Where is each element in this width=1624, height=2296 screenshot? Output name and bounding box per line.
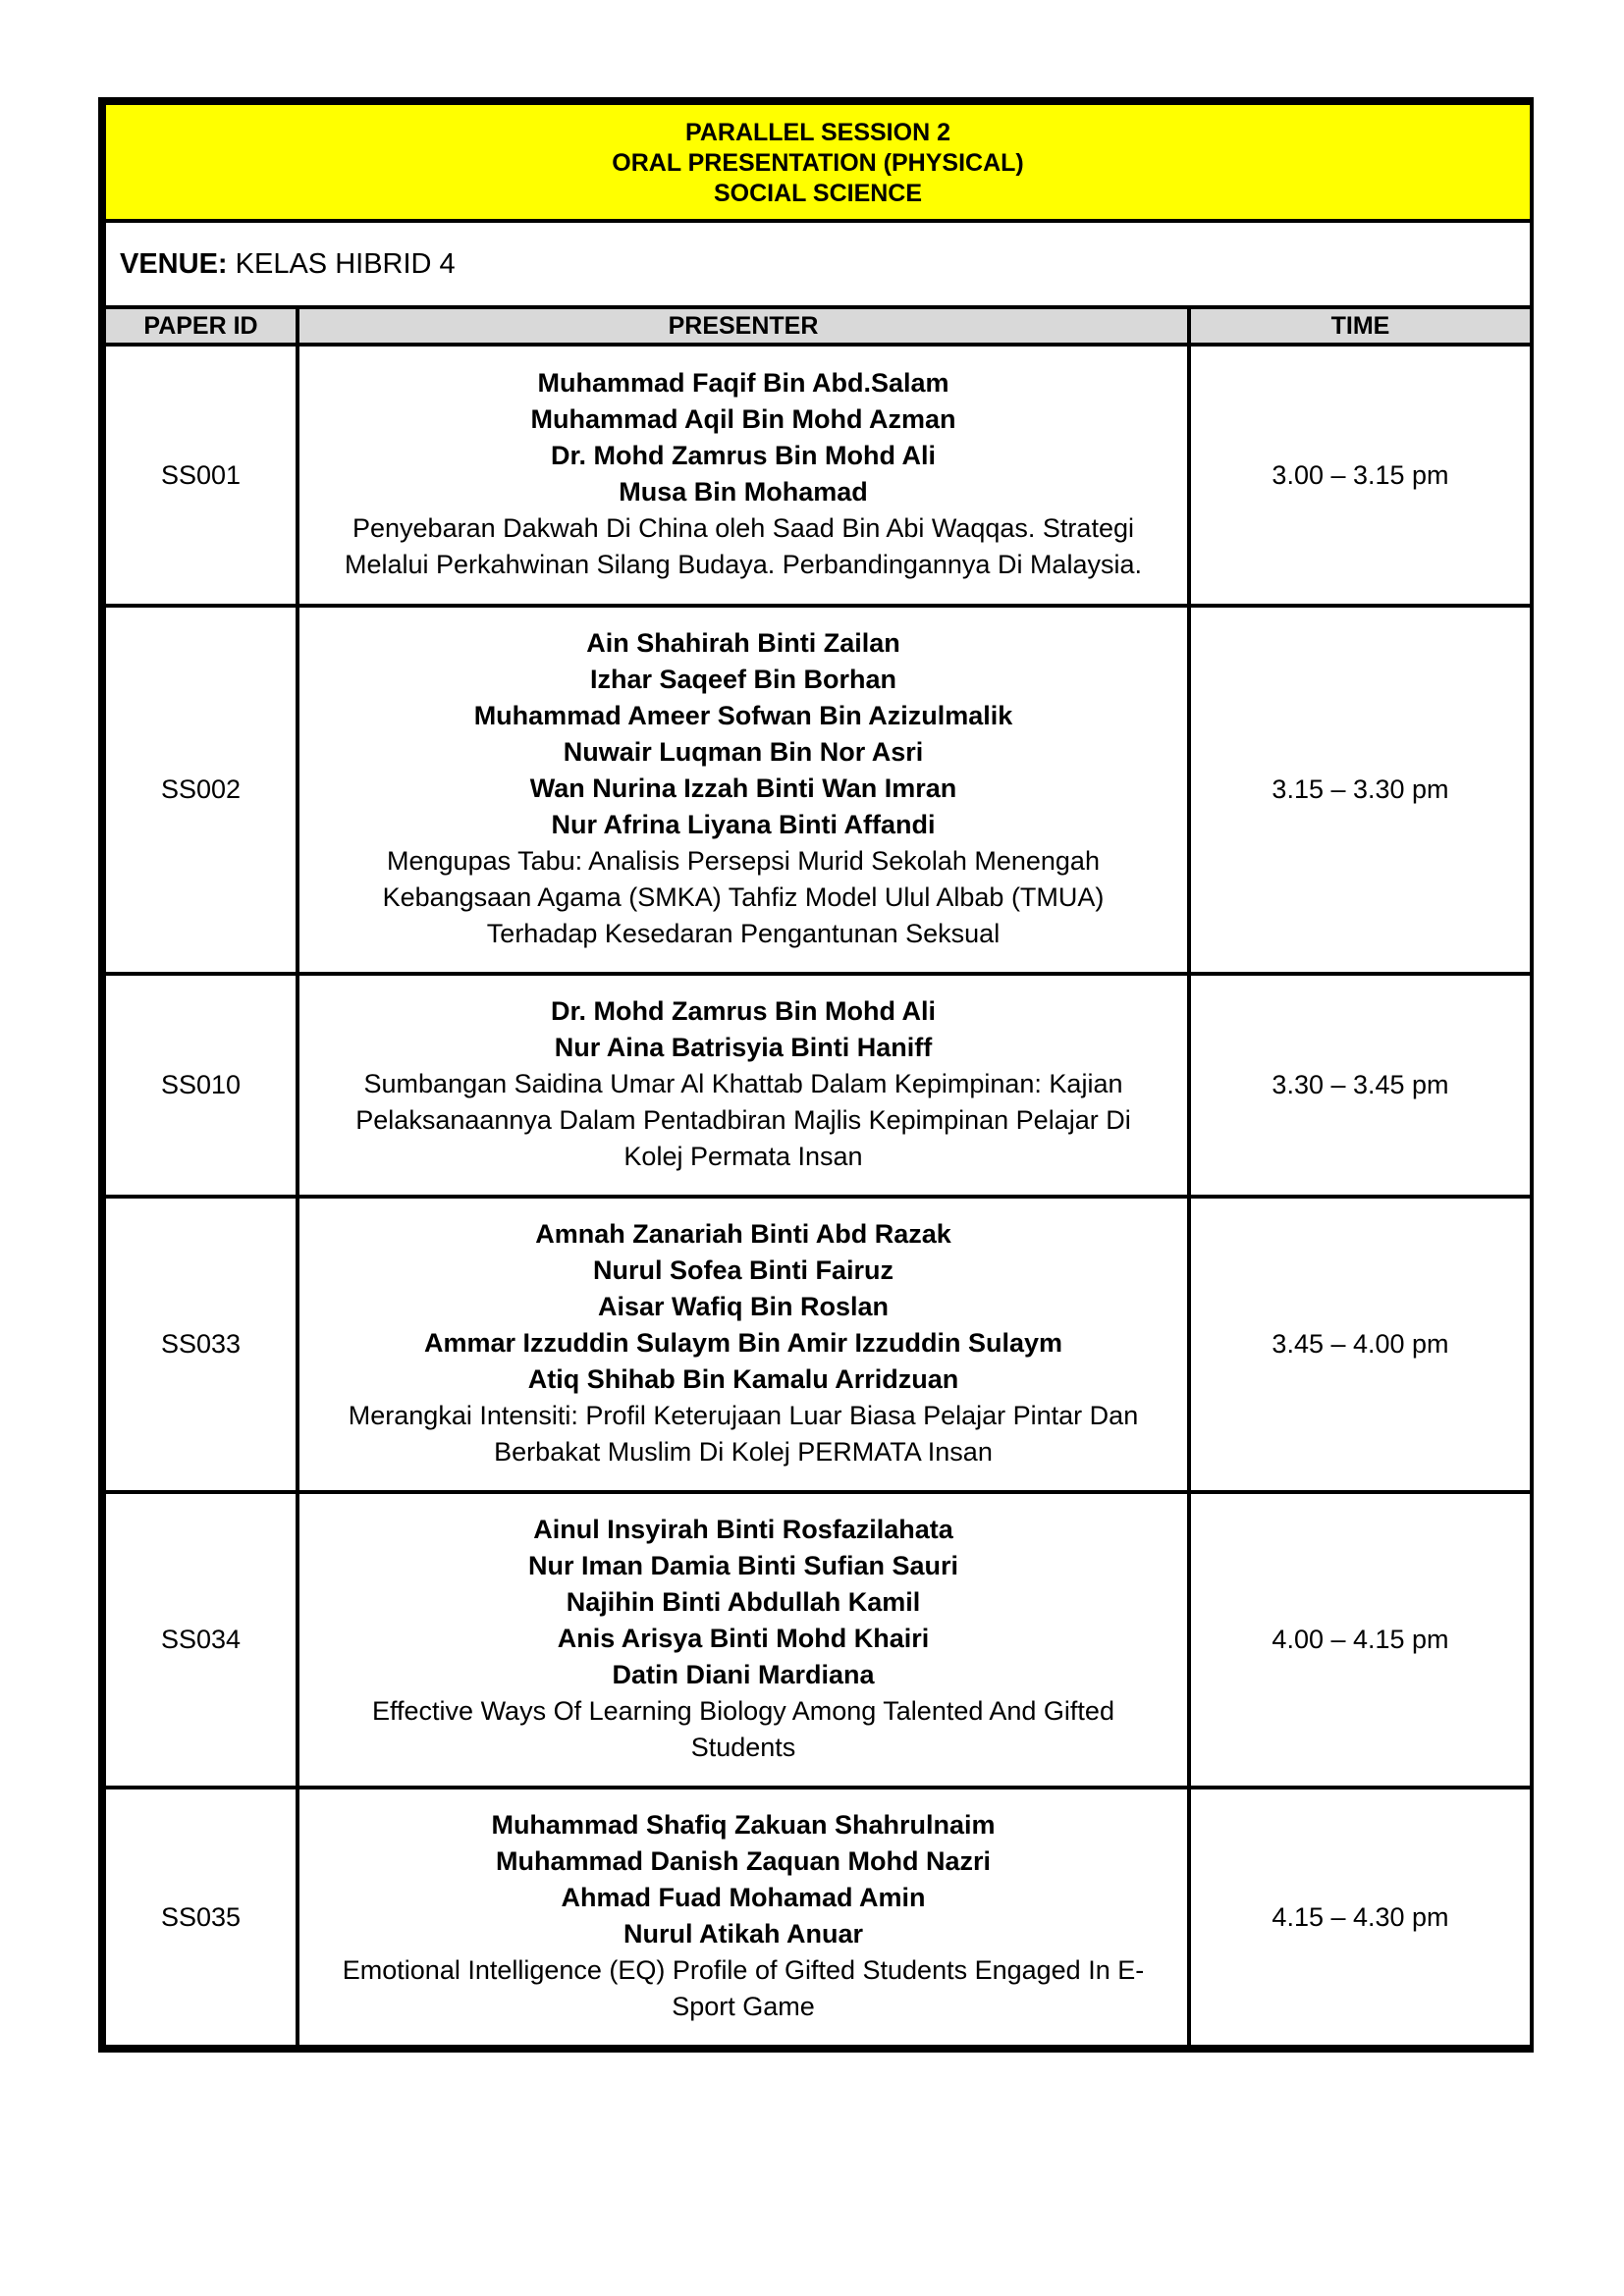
presenter-name: Muhammad Shafiq Zakuan Shahrulnaim [491, 1810, 996, 1840]
schedule-rows [104, 345, 1532, 2047]
paper-title [315, 1398, 1171, 1470]
venue [104, 221, 1532, 307]
presenter-name: Muhammad Faqif Bin Abd.Salam [537, 368, 949, 398]
table-row [104, 974, 1532, 1197]
paper-title-line: Mengupas Tabu: Analisis Persepsi Murid Sekolah Menengah [387, 846, 1100, 876]
paper-title-line: Berbakat Muslim Di Kolej PERMATA Insan [494, 1437, 993, 1467]
venue-row [104, 221, 1532, 307]
presenter-name: Izhar Saqeef Bin Borhan [589, 665, 897, 694]
title-row [104, 103, 1532, 221]
paper-id: SS002 [104, 606, 298, 974]
presentation-type: ORAL PRESENTATION (PHYSICAL) [612, 148, 1024, 177]
presenter-name: Muhammad Ameer Sofwan Bin Azizulmalik [473, 701, 1013, 730]
paper-title-line: Terhadap Kesedaran Pengantunan Seksual [486, 919, 1001, 948]
paper-title [315, 1952, 1171, 2025]
paper-id: SS033 [104, 1197, 298, 1492]
paper-title-line: Merangkai Intensiti: Profil Keterujaan Luar Biasa Pelajar Pintar Dan [348, 1401, 1139, 1430]
presenter-names [315, 365, 1171, 510]
schedule-table [102, 101, 1534, 2049]
presenter-cell [298, 1492, 1189, 1788]
presenter-name: Muhammad Danish Zaquan Mohd Nazri [495, 1846, 992, 1876]
presenter-cell [298, 1788, 1189, 2047]
presenter-names [315, 625, 1171, 843]
table-row [104, 345, 1532, 606]
presenter-name: Dr. Mohd Zamrus Bin Mohd Ali [551, 996, 936, 1026]
presenter-name: Nuwair Luqman Bin Nor Asri [563, 737, 924, 767]
presenter-name: Musa Bin Mohamad [619, 477, 868, 507]
paper-title-line: Effective Ways Of Learning Biology Among Talented And Gifted [372, 1696, 1114, 1726]
paper-title [315, 510, 1171, 583]
paper-title-line: Penyebaran Dakwah Di China oleh Saad Bin Abi Waqqas. Strategi [352, 513, 1134, 543]
presenter-name: Muhammad Aqil Bin Mohd Azman [530, 404, 956, 434]
presenter-name: Najihin Binti Abdullah Kamil [566, 1587, 921, 1617]
presenter-names [315, 1216, 1171, 1398]
paper-title-line: Sport Game [672, 1992, 815, 2021]
schedule-sheet [98, 97, 1534, 2053]
presenter-cell [298, 974, 1189, 1197]
time-slot: 4.15 – 4.30 pm [1189, 1788, 1532, 2047]
paper-title-line: Emotional Intelligence (EQ) Profile of Gifted Students Engaged In E- [342, 1955, 1145, 1985]
paper-title [315, 1693, 1171, 1766]
presenter-name: Dr. Mohd Zamrus Bin Mohd Ali [551, 441, 936, 470]
presenter-cell [298, 606, 1189, 974]
presenter-names [315, 993, 1171, 1066]
paper-title [315, 843, 1171, 952]
paper-title-line: Students [690, 1733, 796, 1762]
column-header-time: TIME [1189, 307, 1532, 345]
presenter-name: Aisar Wafiq Bin Roslan [597, 1292, 890, 1321]
time-slot: 3.00 – 3.15 pm [1189, 345, 1532, 606]
paper-title-line: Pelaksanaannya Dalam Pentadbiran Majlis Kepimpinan Pelajar Di [355, 1105, 1131, 1135]
session-title: PARALLEL SESSION 2 [685, 118, 950, 146]
paper-title-line: Kolej Permata Insan [623, 1142, 863, 1171]
presenter-names [315, 1512, 1171, 1693]
presenter-name: Amnah Zanariah Binti Abd Razak [535, 1219, 951, 1249]
presenter-name: Nur Aina Batrisyia Binti Haniff [554, 1033, 933, 1062]
venue-label: VENUE: [120, 247, 228, 280]
paper-id: SS034 [104, 1492, 298, 1788]
session-header [104, 103, 1532, 221]
table-row [104, 1197, 1532, 1492]
venue-value: KELAS HIBRID 4 [235, 247, 456, 280]
presenter-name: Nurul Sofea Binti Fairuz [592, 1255, 894, 1285]
paper-title-line: Melalui Perkahwinan Silang Budaya. Perbandingannya Di Malaysia. [345, 550, 1142, 579]
presenter-name: Ainul Insyirah Binti Rosfazilahata [533, 1515, 953, 1544]
time-slot: 3.15 – 3.30 pm [1189, 606, 1532, 974]
table-row [104, 1788, 1532, 2047]
paper-id: SS001 [104, 345, 298, 606]
presenter-name: Ain Shahirah Binti Zailan [586, 628, 900, 658]
presenter-cell [298, 345, 1189, 606]
presenter-names [315, 1807, 1171, 1952]
column-header-paper-id: PAPER ID [104, 307, 298, 345]
paper-id: SS035 [104, 1788, 298, 2047]
presenter-name: Nur Iman Damia Binti Sufian Sauri [527, 1551, 959, 1580]
paper-id: SS010 [104, 974, 298, 1197]
presenter-name: Wan Nurina Izzah Binti Wan Imran [529, 774, 957, 803]
paper-title-line: Sumbangan Saidina Umar Al Khattab Dalam Kepimpinan: Kajian [363, 1069, 1123, 1098]
presenter-name: Nur Afrina Liyana Binti Affandi [551, 810, 936, 839]
presenter-name: Nurul Atikah Anuar [623, 1919, 863, 1949]
time-slot: 4.00 – 4.15 pm [1189, 1492, 1532, 1788]
presenter-name: Atiq Shihab Bin Kamalu Arridzuan [527, 1364, 959, 1394]
presenter-cell [298, 1197, 1189, 1492]
presenter-name: Ammar Izzuddin Sulaym Bin Amir Izzuddin Sulaym [423, 1328, 1063, 1358]
column-header-row [104, 307, 1532, 345]
time-slot: 3.30 – 3.45 pm [1189, 974, 1532, 1197]
field-title: SOCIAL SCIENCE [713, 179, 923, 207]
paper-title-line: Kebangsaan Agama (SMKA) Tahfiz Model Ulul Albab (TMUA) [382, 882, 1105, 912]
paper-title [315, 1066, 1171, 1175]
presenter-name: Datin Diani Mardiana [612, 1660, 875, 1689]
presenter-name: Ahmad Fuad Mohamad Amin [561, 1883, 926, 1912]
table-row [104, 1492, 1532, 1788]
time-slot: 3.45 – 4.00 pm [1189, 1197, 1532, 1492]
table-row [104, 606, 1532, 974]
presenter-name: Anis Arisya Binti Mohd Khairi [557, 1624, 930, 1653]
column-header-presenter: PRESENTER [298, 307, 1189, 345]
